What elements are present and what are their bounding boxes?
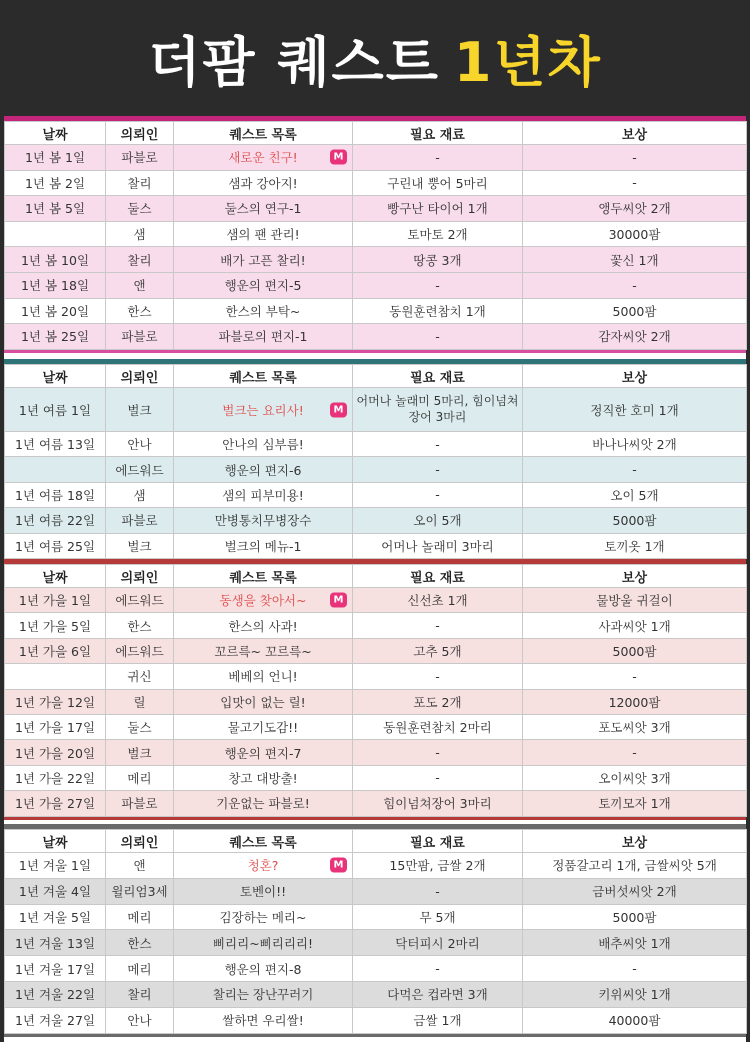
date-cell: 1년 가을 5일 (5, 613, 106, 638)
quest-cell (174, 1007, 353, 1033)
date-cell (5, 221, 106, 247)
date-cell: 1년 봄 10일 (5, 247, 106, 273)
table-row (5, 588, 747, 613)
material-cell: 토마토 2개 (353, 221, 523, 247)
quest-title: 물고기도감!! (227, 720, 299, 736)
table-row (5, 298, 747, 324)
quest-title: 꼬르륵~ 꼬르륵~ (214, 643, 312, 659)
quest-cell (174, 689, 353, 714)
reward-cell: - (523, 740, 747, 765)
quest-cell (174, 247, 353, 273)
quest-title: 샘의 팬 관리! (226, 227, 300, 243)
reward-cell: 5000팜 (523, 508, 747, 533)
date-cell: 1년 겨울 1일 (5, 853, 106, 879)
date-cell: 1년 겨울 5일 (5, 904, 106, 930)
quest-title: 행운의 편지-8 (224, 961, 302, 977)
quest-title: 김장하는 메리~ (219, 909, 307, 925)
quest-title: 배가 고픈 찰리! (220, 252, 306, 268)
reward-header: 보상 (523, 565, 747, 588)
material-cell: 어머나 놀래미 5마리, 힘이넘쳐장어 3마리 (353, 388, 523, 432)
quest-header: 퀘스트 목록 (174, 830, 353, 853)
quest-cell (174, 221, 353, 247)
table-row (5, 740, 747, 765)
client-cell: 찰리 (106, 981, 174, 1007)
material-cell: 닥터피시 2마리 (353, 930, 523, 956)
reward-cell: 금버섯씨앗 2개 (523, 878, 747, 904)
material-cell: 고추 5개 (353, 638, 523, 663)
material-cell: - (353, 457, 523, 482)
date-cell: 1년 가을 20일 (5, 740, 106, 765)
material-header: 필요 재료 (353, 122, 523, 145)
quest-cell (174, 196, 353, 222)
client-cell: 파블로 (106, 791, 174, 816)
table-row (5, 638, 747, 663)
quest-cell (174, 981, 353, 1007)
material-cell: 땅콩 3개 (353, 247, 523, 273)
client-cell: 파블로 (106, 324, 174, 350)
client-cell: 한스 (106, 298, 174, 324)
client-cell: 찰리 (106, 247, 174, 273)
section-winter (4, 824, 746, 1037)
section-bottom-border (4, 1034, 746, 1037)
date-cell: 1년 가을 6일 (5, 638, 106, 663)
table-row (5, 324, 747, 350)
reward-cell: 30000팜 (523, 221, 747, 247)
date-header: 날짜 (5, 565, 106, 588)
material-cell: - (353, 765, 523, 790)
material-cell: 다먹은 컵라면 3개 (353, 981, 523, 1007)
date-cell: 1년 여름 25일 (5, 533, 106, 558)
quest-title: 벌크는 요리사! (222, 402, 304, 418)
material-cell: 구린내 뿡어 5마리 (353, 170, 523, 196)
date-cell: 1년 여름 22일 (5, 508, 106, 533)
quest-cell (174, 588, 353, 613)
client-cell: 귀신 (106, 664, 174, 689)
reward-cell: 바나나씨앗 2개 (523, 432, 747, 457)
date-header: 날짜 (5, 365, 106, 388)
material-cell: - (353, 324, 523, 350)
client-cell: 둘스 (106, 196, 174, 222)
quest-title: 행운의 편지-5 (224, 278, 302, 294)
material-header: 필요 재료 (353, 365, 523, 388)
client-cell: 릴 (106, 689, 174, 714)
table-row (5, 457, 747, 482)
table-row (5, 904, 747, 930)
material-cell: 포도 2개 (353, 689, 523, 714)
reward-cell: 토끼모자 1개 (523, 791, 747, 816)
client-header: 의뢰인 (106, 365, 174, 388)
quest-title: 둘스의 연구-1 (224, 201, 302, 217)
table-row (5, 664, 747, 689)
client-cell: 둘스 (106, 714, 174, 739)
reward-cell: 토끼옷 1개 (523, 533, 747, 558)
reward-cell: 5000팜 (523, 904, 747, 930)
material-cell: 동원훈련참치 1개 (353, 298, 523, 324)
reward-cell: 키위씨앗 1개 (523, 981, 747, 1007)
date-cell: 1년 겨울 4일 (5, 878, 106, 904)
table-header-row (5, 565, 747, 588)
quest-title: 샘의 피부미용! (222, 487, 304, 503)
reward-cell: 사과씨앗 1개 (523, 613, 747, 638)
quest-cell (174, 457, 353, 482)
date-cell: 1년 봄 25일 (5, 324, 106, 350)
quest-cell (174, 904, 353, 930)
quest-cell (174, 613, 353, 638)
quest-title: 만병통치무병장수 (214, 513, 312, 529)
material-cell: - (353, 613, 523, 638)
quest-table (4, 829, 747, 1034)
client-cell: 메리 (106, 956, 174, 982)
reward-header: 보상 (523, 122, 747, 145)
table-row (5, 388, 747, 432)
material-cell: - (353, 482, 523, 507)
client-cell: 벌크 (106, 533, 174, 558)
date-cell: 1년 가을 12일 (5, 689, 106, 714)
table-row (5, 613, 747, 638)
date-cell: 1년 봄 2일 (5, 170, 106, 196)
client-cell: 벌크 (106, 388, 174, 432)
material-cell: - (353, 878, 523, 904)
quest-title: 삐리리~삐리리리! (212, 935, 313, 951)
material-cell: - (353, 432, 523, 457)
quest-cell (174, 638, 353, 663)
main-quest-badge-icon: M (330, 593, 347, 608)
quest-cell (174, 765, 353, 790)
date-cell: 1년 여름 13일 (5, 432, 106, 457)
reward-cell: - (523, 272, 747, 298)
quest-title: 한스의 부탁~ (225, 303, 301, 319)
quest-cell (174, 170, 353, 196)
quest-content (4, 116, 746, 1042)
reward-cell: 40000팜 (523, 1007, 747, 1033)
table-row (5, 956, 747, 982)
reward-cell: 꽃신 1개 (523, 247, 747, 273)
table-header-row (5, 365, 747, 388)
table-row (5, 765, 747, 790)
quest-header: 퀘스트 목록 (174, 365, 353, 388)
table-row (5, 533, 747, 558)
material-header: 필요 재료 (353, 565, 523, 588)
date-cell: 1년 겨울 17일 (5, 956, 106, 982)
quest-cell (174, 272, 353, 298)
quest-cell (174, 956, 353, 982)
client-cell: 메리 (106, 765, 174, 790)
material-cell: - (353, 145, 523, 171)
table-row (5, 689, 747, 714)
client-cell: 에드워드 (106, 638, 174, 663)
table-row (5, 247, 747, 273)
date-cell: 1년 봄 18일 (5, 272, 106, 298)
date-cell: 1년 가을 22일 (5, 765, 106, 790)
date-cell (5, 457, 106, 482)
quest-cell (174, 533, 353, 558)
table-row (5, 878, 747, 904)
client-cell: 에드워드 (106, 588, 174, 613)
reward-header: 보상 (523, 365, 747, 388)
reward-cell: 12000팜 (523, 689, 747, 714)
quest-title: 한스의 사과! (228, 618, 298, 634)
quest-title: 베베의 언니! (228, 669, 298, 685)
client-cell: 샘 (106, 221, 174, 247)
quest-title: 청혼? (247, 858, 279, 874)
date-cell: 1년 봄 20일 (5, 298, 106, 324)
reward-cell: 감자씨앗 2개 (523, 324, 747, 350)
client-header: 의뢰인 (106, 830, 174, 853)
client-cell: 윌리엄3세 (106, 878, 174, 904)
quest-cell (174, 432, 353, 457)
quest-cell (174, 145, 353, 171)
client-cell: 메리 (106, 904, 174, 930)
client-cell: 앤 (106, 853, 174, 879)
reward-cell: - (523, 457, 747, 482)
table-row (5, 170, 747, 196)
reward-cell: 5000팜 (523, 638, 747, 663)
date-cell: 1년 가을 27일 (5, 791, 106, 816)
section-bottom-border (4, 350, 746, 353)
quest-title: 벌크의 메뉴-1 (224, 538, 302, 554)
quest-title: 입맛이 없는 릴! (220, 694, 306, 710)
date-cell: 1년 여름 1일 (5, 388, 106, 432)
quest-title: 새로운 친구! (228, 150, 298, 166)
date-cell: 1년 가을 1일 (5, 588, 106, 613)
quest-table (4, 564, 747, 817)
date-cell: 1년 가을 17일 (5, 714, 106, 739)
quest-cell (174, 298, 353, 324)
quest-title: 찰리는 장난꾸러기 (212, 987, 314, 1003)
table-row (5, 508, 747, 533)
client-cell: 파블로 (106, 145, 174, 171)
client-cell: 샘 (106, 482, 174, 507)
table-row (5, 432, 747, 457)
table-row (5, 272, 747, 298)
table-row (5, 714, 747, 739)
main-quest-badge-icon: M (330, 858, 347, 873)
reward-cell: 오이 5개 (523, 482, 747, 507)
quest-cell (174, 482, 353, 507)
table-row (5, 221, 747, 247)
table-row (5, 791, 747, 816)
table-row (5, 853, 747, 879)
client-cell: 한스 (106, 613, 174, 638)
table-row (5, 482, 747, 507)
client-cell: 찰리 (106, 170, 174, 196)
section-bottom-border (4, 817, 746, 820)
table-row (5, 196, 747, 222)
reward-cell: 배추씨앗 1개 (523, 930, 747, 956)
date-cell: 1년 봄 5일 (5, 196, 106, 222)
date-header: 날짜 (5, 830, 106, 853)
reward-cell: - (523, 145, 747, 171)
quest-cell (174, 388, 353, 432)
client-cell: 안나 (106, 432, 174, 457)
quest-title: 기운없는 파블로! (216, 796, 310, 812)
table-row (5, 981, 747, 1007)
material-cell: 15만팜, 금쌀 2개 (353, 853, 523, 879)
quest-title: 행운의 편지-6 (224, 462, 302, 478)
table-row (5, 1007, 747, 1033)
client-cell: 안나 (106, 1007, 174, 1033)
material-cell: 어머나 놀래미 3마리 (353, 533, 523, 558)
quest-header: 퀘스트 목록 (174, 565, 353, 588)
section-summer (4, 359, 746, 562)
client-cell: 앤 (106, 272, 174, 298)
quest-title: 토벤이!! (239, 884, 287, 900)
reward-cell: 물방울 귀걸이 (523, 588, 747, 613)
material-cell: 무 5개 (353, 904, 523, 930)
page-title-text: 더팜 퀘스트 (148, 30, 440, 94)
quest-cell (174, 791, 353, 816)
quest-cell (174, 740, 353, 765)
quest-title: 안나의 심부름! (222, 437, 304, 453)
table-header-row (5, 830, 747, 853)
date-cell: 1년 겨울 22일 (5, 981, 106, 1007)
reward-cell: 포도씨앗 3개 (523, 714, 747, 739)
client-header: 의뢰인 (106, 122, 174, 145)
client-header: 의뢰인 (106, 565, 174, 588)
date-cell: 1년 봄 1일 (5, 145, 106, 171)
material-cell: 신선초 1개 (353, 588, 523, 613)
client-cell: 에드워드 (106, 457, 174, 482)
section-autumn (4, 559, 746, 820)
quest-cell (174, 930, 353, 956)
table-row (5, 145, 747, 171)
material-cell: 힘이넘쳐장어 3마리 (353, 791, 523, 816)
reward-cell: 오이씨앗 3개 (523, 765, 747, 790)
date-cell: 1년 여름 18일 (5, 482, 106, 507)
quest-cell (174, 878, 353, 904)
reward-header: 보상 (523, 830, 747, 853)
material-cell: 빵구난 타이어 1개 (353, 196, 523, 222)
main-quest-badge-icon: M (330, 402, 347, 417)
quest-title: 동생을 찾아서~ (219, 593, 307, 609)
reward-cell: 앵두씨앗 2개 (523, 196, 747, 222)
main-quest-badge-icon: M (330, 150, 347, 165)
material-cell: - (353, 664, 523, 689)
reward-cell: 정직한 호미 1개 (523, 388, 747, 432)
reward-cell: - (523, 664, 747, 689)
reward-cell: - (523, 956, 747, 982)
date-cell: 1년 겨울 13일 (5, 930, 106, 956)
quest-title: 쌀하면 우리쌀! (222, 1013, 304, 1029)
quest-cell (174, 664, 353, 689)
quest-cell (174, 714, 353, 739)
table-header-row (5, 122, 747, 145)
date-header: 날짜 (5, 122, 106, 145)
reward-cell: 5000팜 (523, 298, 747, 324)
material-cell: - (353, 272, 523, 298)
quest-table (4, 121, 747, 350)
table-row (5, 930, 747, 956)
material-cell: 오이 5개 (353, 508, 523, 533)
quest-table (4, 364, 747, 559)
quest-title: 창고 대방출! (228, 770, 298, 786)
reward-cell: - (523, 170, 747, 196)
material-cell: - (353, 740, 523, 765)
page-title-accent: 1년차 (453, 30, 602, 94)
quest-cell (174, 324, 353, 350)
page-title (148, 20, 602, 97)
client-cell: 파블로 (106, 508, 174, 533)
quest-title: 샘과 강아지! (228, 175, 298, 191)
quest-title: 파블로의 편지-1 (218, 329, 308, 345)
material-cell: - (353, 956, 523, 982)
quest-title: 행운의 편지-7 (224, 745, 302, 761)
section-spring (4, 116, 746, 353)
banner (0, 0, 750, 116)
quest-cell (174, 508, 353, 533)
client-cell: 벌크 (106, 740, 174, 765)
date-cell (5, 664, 106, 689)
material-header: 필요 재료 (353, 830, 523, 853)
date-cell: 1년 겨울 27일 (5, 1007, 106, 1033)
client-cell: 한스 (106, 930, 174, 956)
quest-cell (174, 853, 353, 879)
reward-cell: 정품갈고리 1개, 금쌀씨앗 5개 (523, 853, 747, 879)
material-cell: 동원훈련참치 2마리 (353, 714, 523, 739)
quest-header: 퀘스트 목록 (174, 122, 353, 145)
material-cell: 금쌀 1개 (353, 1007, 523, 1033)
